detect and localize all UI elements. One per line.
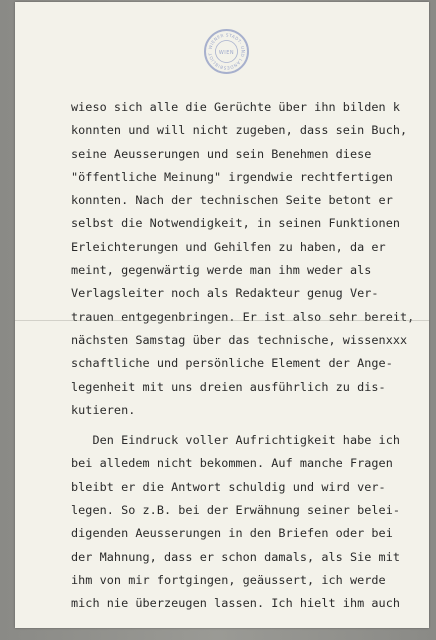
text-line: Den Eindruck voller Aufrichtigkeit habe ich (71, 433, 401, 448)
text-line: "öffentliche Meinung" irgendwie rechtfertigen (71, 169, 393, 184)
letter-body (71, 96, 421, 616)
text-line: Verlagsleiter noch als Redakteur genug Ver- (71, 286, 379, 301)
text-line: nächsten Samstag über das technische, wissenxxx (71, 332, 408, 347)
text-line: trauen entgegenbringen. Er ist also sehr bereit, (71, 309, 415, 324)
typewritten-page (15, 2, 429, 628)
text-line: seine Aeusserungen und sein Benehmen diese (71, 146, 372, 161)
text-line: selbst die Notwendigkeit, in seinen Funktionen (71, 216, 401, 231)
text-line: wieso sich alle die Gerüchte über ihn bilden k (71, 100, 401, 114)
text-line: konnten und will nicht zugeben, dass sein Buch, (71, 123, 408, 138)
text-line: meint, gegenwärtig werde man ihm weder als (71, 263, 372, 278)
text-line: legen. So z.B. bei der Erwähnung seiner belei- (71, 503, 401, 518)
text-line: kutieren. (71, 402, 136, 417)
text-line: digenden Aeusserungen in den Briefen oder bei (71, 526, 393, 541)
paragraph-gap (71, 422, 421, 429)
text-line: legenheit mit uns dreien ausführlich zu dis- (71, 379, 386, 394)
stamp-ring-text: WIENER STADT- UND LANDESBIBLIOT (207, 32, 246, 71)
stamp-center-text: WIEN (218, 50, 235, 56)
text-line: schaftliche und persönliche Element der Ange- (71, 356, 393, 371)
text-line: konnten. Nach der technischen Seite betont er (71, 193, 393, 208)
text-line: ihm von mir fortgingen, geäussert, ich werde (71, 572, 386, 587)
text-line: bleibt er die Antwort schuldig und wird ver- (71, 479, 386, 494)
text-line: Erleichterungen und Gehilfen zu haben, da er (71, 239, 386, 254)
library-stamp (204, 29, 249, 74)
text-line: bei alledem nicht bekommen. Auf manche Fragen (71, 456, 393, 471)
text-line: der Mahnung, dass er schon damals, als Sie mit (71, 549, 401, 564)
text-line: mich nie überzeugen lassen. Ich hielt ihm auch (71, 596, 401, 611)
